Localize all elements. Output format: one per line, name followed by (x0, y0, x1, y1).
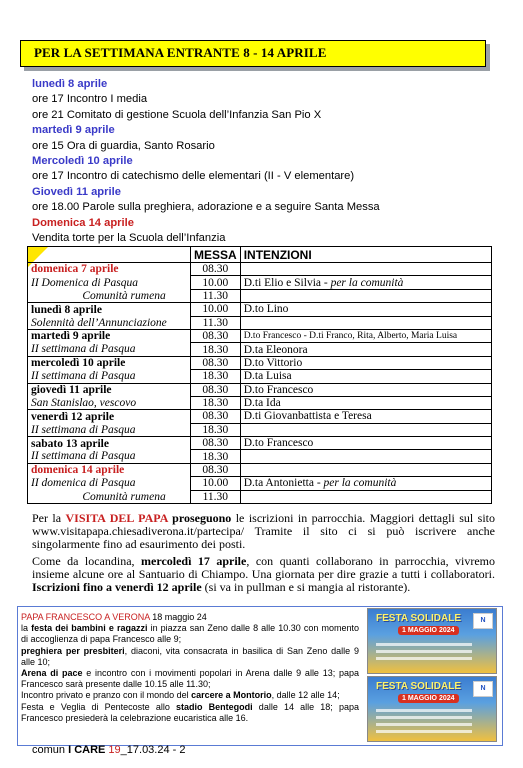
chiampo-paragraph (32, 555, 495, 594)
table-row (28, 477, 492, 490)
schedule-day: lunedì 8 aprile (32, 78, 108, 90)
day-name: martedì 9 aprile (31, 330, 111, 343)
footer-issue: 19 (105, 744, 121, 756)
mass-time: 18.30 (191, 423, 241, 436)
mass-time: 18.30 (191, 343, 241, 356)
mass-intention (240, 263, 491, 276)
mass-table (27, 246, 492, 504)
program-item: la festa dei bambini e ragazzi in piazza san Zeno dalle 8 alle 10.30 con momento di accoglienza di papa Francesco alle 9; (21, 623, 359, 645)
mass-intention (240, 423, 491, 436)
mass-intention: D.to Francesco - D.ti Franco, Rita, Alberto, Maria Luisa (240, 329, 491, 342)
mass-time: 10.00 (191, 303, 241, 316)
schedule-line: ore 17 Incontro I media (32, 93, 148, 106)
table-row (28, 263, 492, 276)
table-row (28, 410, 492, 423)
day-note: Comunità rumena (82, 490, 166, 503)
mass-intention: D.to Vittorio (240, 356, 491, 369)
program-item: Arena di pace e incontro con i movimenti popolari in Arena dalle 9 alle 13; papa Francesco sarà presente dalle 10.15 alle 11.30; (21, 668, 359, 690)
mass-intention: D.to Francesco (240, 437, 491, 450)
mass-intention: D.ta Eleonora (240, 343, 491, 356)
poster-title: FESTA SOLIDALE (376, 681, 461, 692)
footer (32, 744, 186, 756)
schedule-line: ore 21 Comitato di gestione Scuola dell’Infanzia San Pio X (32, 108, 322, 121)
table-row (28, 289, 492, 302)
mass-intention (240, 463, 491, 476)
footer-brand: I CARE (68, 744, 106, 756)
footer-date: _17.03.24 - 2 (120, 744, 186, 756)
text: , con quanti collaborano in parrocchia, vivremo insieme alcune ore al Santuario di Chiampo. Una giornata per dire grazie a tutti i collaboratori. (32, 554, 496, 581)
liturgical-note: II settimana di Pasqua (31, 423, 136, 436)
day-name: venerdì 12 aprile (31, 410, 115, 423)
program-item: Festa e Veglia di Pentecoste allo stadio Bentegodi dalle 14 alle 18; papa Francesco presiederà la celebrazione eucaristica alle 16. (21, 701, 359, 723)
mass-intention: D.ti Giovanbattista e Teresa (240, 410, 491, 423)
schedule-day: Giovedì 11 aprile (32, 185, 121, 198)
mass-intention (240, 289, 491, 302)
bold-text: Iscrizioni fino a venerdì 12 aprile (32, 580, 202, 594)
mass-time: 08.30 (191, 437, 241, 450)
text: (si va in pullman e si mangia al ristorante). (201, 580, 411, 594)
schedule-day: martedì 9 aprile (32, 124, 115, 137)
mass-time: 08.30 (191, 383, 241, 396)
poster-logo-icon: N (473, 613, 493, 629)
festa-solidale-poster (367, 676, 497, 742)
poster-date: 1 MAGGIO 2024 (398, 626, 459, 635)
mass-time: 18.30 (191, 450, 241, 463)
mass-time: 08.30 (191, 329, 241, 342)
festa-solidale-poster (367, 608, 497, 674)
mass-intention: D.ta Luisa (240, 370, 491, 383)
table-row (28, 276, 492, 289)
table-row (28, 370, 492, 383)
table-row (28, 316, 492, 329)
liturgical-note: II domenica di Pasqua (31, 477, 136, 490)
mass-time: 08.30 (191, 356, 241, 369)
table-row (28, 437, 492, 450)
mass-intention (240, 450, 491, 463)
program-item: preghiera per presbiteri, diaconi, vita consacrata in basilica di San Zeno dalle 9 alle 10; (21, 645, 359, 667)
highlight-text: VISITA DEL PAPA (65, 511, 168, 525)
schedule-day: Mercoledì 10 aprile (32, 155, 133, 167)
mass-time: 10.00 (191, 477, 241, 490)
box-title-date: 18 maggio 24 (149, 612, 207, 622)
table-header-row (28, 247, 492, 263)
schedule-line: ore 17 Incontro di catechismo delle elementari (II - V elementare) (32, 170, 355, 183)
liturgical-note: II settimana di Pasqua (31, 450, 136, 463)
mass-intention: D.to Francesco (240, 383, 491, 396)
text: Per la (32, 511, 66, 525)
table-row (28, 423, 492, 436)
mass-time: 18.30 (191, 396, 241, 409)
liturgical-note: Solennità dell’Annunciazione (31, 316, 167, 329)
liturgical-note: II settimana di Pasqua (31, 370, 136, 383)
header-mass: MESSA (191, 247, 241, 263)
schedule-line: ore 18.00 Parole sulla preghiera, adorazione e a seguire Santa Messa (32, 201, 380, 214)
day-name: lunedì 8 aprile (31, 303, 102, 316)
mass-intention: D.ta Antonietta - per la comunità (240, 477, 491, 490)
mass-intention: D.ta Ida (240, 396, 491, 409)
poster-date: 1 MAGGIO 2024 (398, 694, 459, 703)
day-note: Comunità rumena (82, 289, 166, 302)
table-row (28, 343, 492, 356)
mass-time: 11.30 (191, 490, 241, 503)
mass-time: 11.30 (191, 316, 241, 329)
footer-prefix: comun (32, 744, 69, 756)
text: Come da locandina, (32, 554, 142, 568)
program-item: Incontro privato e pranzo con il mondo del carcere a Montorio, dalle 12 alle 14; (21, 690, 340, 701)
poster-title: FESTA SOLIDALE (376, 613, 461, 624)
table-row (28, 329, 492, 342)
mass-time: 08.30 (191, 463, 241, 476)
day-name: sabato 13 aprile (31, 437, 109, 450)
mass-time: 11.30 (191, 289, 241, 302)
text: le iscrizioni in parrocchia. Maggiori dettagli sul sito www.visitapapa.chiesadiverona.it/partecipa/ Tramite il sito ci si può iscrivere anche singolarmente fino ad esaurimento dei posti. (32, 511, 495, 551)
mass-time: 08.30 (191, 410, 241, 423)
mass-time: 18.30 (191, 370, 241, 383)
mass-intention (240, 316, 491, 329)
table-row (28, 396, 492, 409)
mass-time: 08.30 (191, 263, 241, 276)
day-name: domenica 7 aprile (31, 263, 119, 276)
header-day (28, 247, 191, 263)
header-intentions: INTENZIONI (240, 247, 491, 263)
table-row (28, 490, 492, 503)
schedule-line: Vendita torte per la Scuola dell’Infanzia (32, 232, 226, 244)
box-title: PAPA FRANCESCO A VERONA (21, 612, 150, 622)
page-title: PER LA SETTIMANA ENTRANTE 8 - 14 APRILE (34, 45, 327, 60)
papal-visit-program (21, 612, 359, 724)
schedule-line: ore 15 Ora di guardia, Santo Rosario (32, 139, 215, 152)
mass-intention: D.to Lino (240, 303, 491, 316)
table-row (28, 303, 492, 316)
table-row (28, 463, 492, 476)
table-row (28, 450, 492, 463)
table-row (28, 383, 492, 396)
mass-intention: D.ti Elio e Silvia - per la comunità (240, 276, 491, 289)
bold-text: proseguono (167, 511, 232, 525)
day-name: giovedì 11 aprile (31, 383, 112, 396)
poster-logo-icon: N (473, 681, 493, 697)
mass-time: 10.00 (191, 276, 241, 289)
liturgical-note: II settimana di Pasqua (31, 343, 136, 356)
papal-visit-paragraph (32, 512, 495, 551)
bold-text: mercoledì 17 aprile (141, 554, 247, 568)
table-row (28, 356, 492, 369)
schedule-day: Domenica 14 aprile (32, 216, 134, 229)
mass-intention (240, 490, 491, 503)
day-name: domenica 14 aprile (31, 464, 125, 477)
day-name: mercoledì 10 aprile (31, 357, 126, 370)
liturgical-note: II Domenica di Pasqua (31, 276, 138, 289)
liturgical-note: San Stanislao, vescovo (31, 396, 137, 409)
